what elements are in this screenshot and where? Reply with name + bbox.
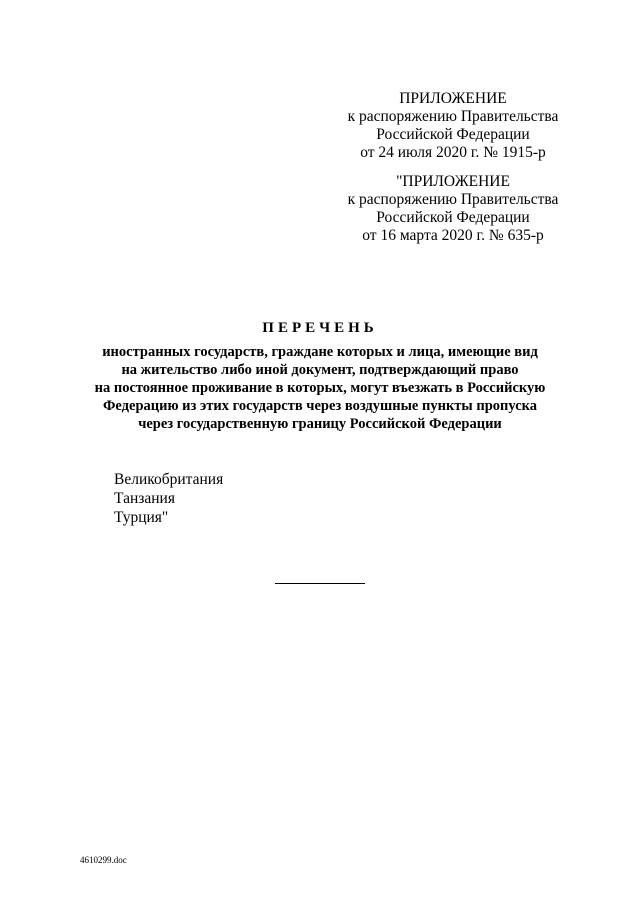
file-code: 4610299.doc <box>80 855 127 865</box>
country-list-item: Танзания <box>114 490 175 507</box>
appendix-line: к распоряжению Правительства <box>347 108 559 125</box>
appendix-line: Российской Федерации <box>376 209 530 226</box>
appendix-header-current <box>318 90 588 162</box>
list-title: ПЕРЕЧЕНЬ <box>262 320 378 336</box>
appendix-date-number: от 16 марта 2020 г. № 635-р <box>362 227 544 244</box>
appendix-line: Российской Федерации <box>376 126 530 143</box>
appendix-heading: ПРИЛОЖЕНИЕ <box>399 90 507 107</box>
appendix-date-number: от 24 июля 2020 г. № 1915-р <box>360 144 546 161</box>
appendix-header-amended <box>318 173 588 245</box>
subtitle-line: через государственную границу Российской Федерации <box>138 416 502 432</box>
appendix-heading: "ПРИЛОЖЕНИЕ <box>396 173 510 190</box>
subtitle-line: на жительство либо иной документ, подтверждающий право <box>121 362 519 378</box>
end-divider-line <box>275 583 365 584</box>
country-list <box>114 470 223 527</box>
appendix-line: к распоряжению Правительства <box>347 191 559 208</box>
list-subtitle <box>40 343 600 433</box>
country-list-item: Великобритания <box>114 471 224 488</box>
subtitle-line: иностранных государств, граждане которых и лица, имеющие вид <box>102 344 538 360</box>
subtitle-line: на постоянное проживание в которых, могут въезжать в Российскую <box>94 380 546 396</box>
subtitle-line: Федерацию из этих государств через воздушные пункты пропуска <box>102 398 538 414</box>
country-list-item: Турция" <box>114 509 169 526</box>
